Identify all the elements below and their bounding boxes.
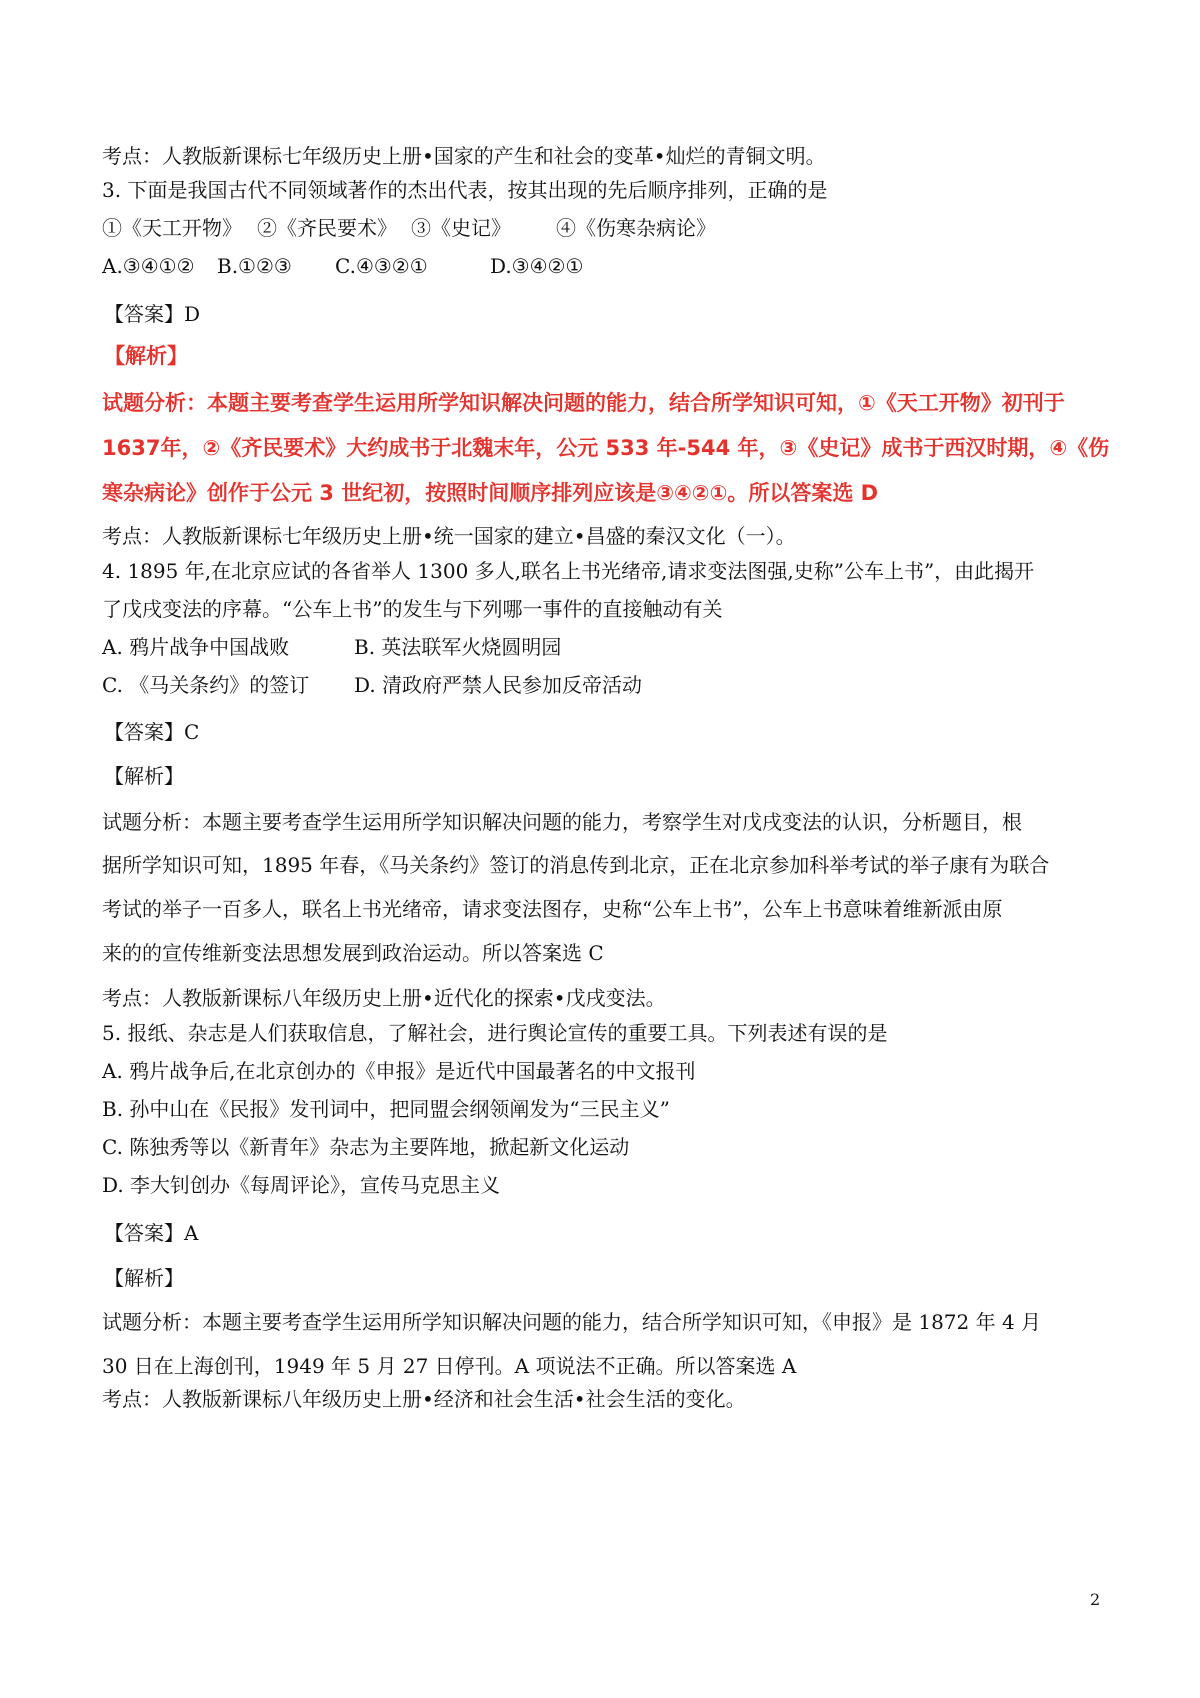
q3-options: [102, 254, 583, 278]
q5-option: C. 陈独秀等以《新青年》杂志为主要阵地，掀起新文化运动: [102, 1135, 630, 1159]
q4-analysis-line: 试题分析：本题主要考查学生运用所学知识解决问题的能力，考察学生对戊戌变法的认识，分析题目，根: [102, 810, 1022, 834]
q4-option: D. 清政府严禁人民参加反帝活动: [354, 673, 643, 697]
q4-answer: 【答案】C: [104, 720, 200, 744]
q3-analysis-heading: 【解析】: [104, 344, 188, 368]
q3-analysis-line: 寒杂病论》创作于公元 3 世纪初，按照时间顺序排列应该是③④②①。所以答案选 D: [102, 481, 879, 505]
q5-option: B. 孙中山在《民报》发刊词中，把同盟会纲领阐发为“三民主义”: [102, 1097, 670, 1121]
q5-option: A. 鸦片战争后,在北京创办的《申报》是近代中国最著名的中文报刊: [102, 1059, 696, 1083]
q4-analysis-line: 考试的举子一百多人，联名上书光绪帝，请求变法图存，史称“公车上书”，公车上书意味着维新派由原: [102, 897, 1003, 921]
q4-kaodian: 考点：人教版新课标八年级历史上册•近代化的探索•戊戌变法。: [102, 986, 666, 1010]
q3-option: D.③④②①: [490, 254, 584, 278]
q4-analysis-line: 据所学知识可知，1895 年春，《马关条约》签订的消息传到北京，正在北京参加科举考试的举子康有为联合: [102, 853, 1050, 877]
q3-option: B.①②③: [217, 254, 292, 278]
q3-stem: 3. 下面是我国古代不同领域著作的杰出代表，按其出现的先后顺序排列，正确的是: [102, 178, 828, 202]
q3-items: [102, 216, 716, 240]
q5-analysis-line: 30 日在上海创刊，1949 年 5 月 27 日停刊。A 项说法不正确。所以答案选 A: [102, 1354, 797, 1378]
q4-stem-line: 了戊戌变法的序幕。“公车上书”的发生与下列哪一事件的直接触动有关: [102, 597, 723, 621]
q5-answer: 【答案】A: [104, 1221, 199, 1245]
q5-option: D. 李大钊创办《每周评论》，宣传马克思主义: [102, 1173, 501, 1197]
q3-option: A.③④①②: [102, 254, 195, 278]
q3-item: ③《史记》: [411, 216, 511, 240]
q3-item: ①《天工开物》: [102, 216, 242, 240]
q4-option: A. 鸦片战争中国战败: [102, 635, 290, 659]
q3-analysis-line: 1637年，②《齐民要术》大约成书于北魏末年，公元 533 年-544 年，③《史记》成书于西汉时期，④《伤: [102, 436, 1110, 460]
q3-analysis-line: 试题分析：本题主要考查学生运用所学知识解决问题的能力，结合所学知识可知，①《天工开物》初刊于: [102, 391, 1065, 415]
q3-item: ②《齐民要术》: [257, 216, 397, 240]
q3-kaodian: 考点：人教版新课标七年级历史上册•统一国家的建立•昌盛的秦汉文化（一）。: [102, 524, 796, 548]
q4-options-row-1: [102, 635, 561, 659]
q3-item: ④《伤寒杂病论》: [556, 216, 716, 240]
q4-options-row-2: [102, 673, 642, 697]
q3-answer: 【答案】D: [104, 302, 201, 326]
q4-analysis-line: 来的的宣传维新变法思想发展到政治运动。所以答案选 C: [102, 941, 604, 965]
q4-analysis-heading: 【解析】: [104, 764, 184, 788]
q5-analysis-line: 试题分析：本题主要考查学生运用所学知识解决问题的能力，结合所学知识可知，《申报》是 1872 年 4 月: [102, 1310, 1042, 1334]
q5-kaodian: 考点：人教版新课标八年级历史上册•经济和社会生活•社会生活的变化。: [102, 1387, 746, 1411]
q4-option: C. 《马关条约》的签订: [102, 673, 310, 697]
q2-kaodian: 考点：人教版新课标七年级历史上册•国家的产生和社会的变革•灿烂的青铜文明。: [102, 144, 826, 168]
q5-analysis-heading: 【解析】: [104, 1266, 184, 1290]
q3-option: C.④③②①: [335, 254, 428, 278]
page-number: 2: [1090, 1590, 1101, 1609]
q5-stem: 5. 报纸、杂志是人们获取信息，了解社会，进行舆论宣传的重要工具。下列表述有误的是: [102, 1021, 888, 1045]
q4-option: B. 英法联军火烧圆明园: [354, 635, 562, 659]
q4-stem-line: 4. 1895 年,在北京应试的各省举人 1300 多人,联名上书光绪帝,请求变法图强,史称”公车上书”，由此揭开: [102, 559, 1035, 583]
